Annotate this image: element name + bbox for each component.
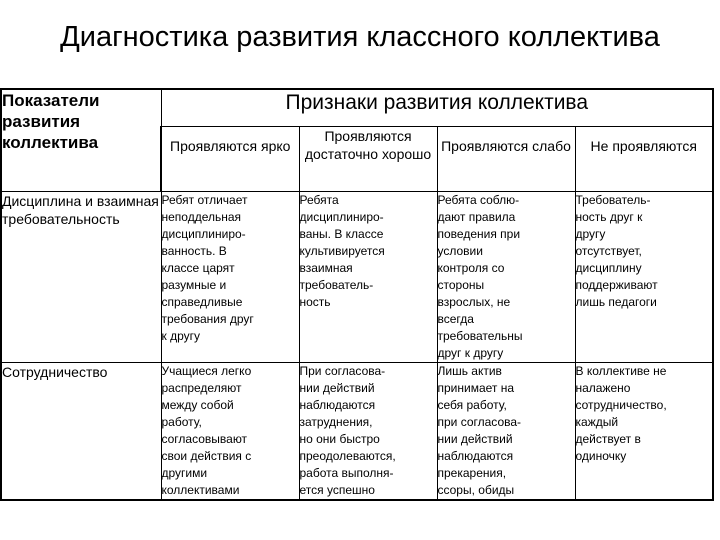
table-cell: При согласова- нии действий наблюдаются затруднения, но они быстро преодолеваются, работа выполня- ется успешно bbox=[299, 363, 437, 501]
table-header-row bbox=[1, 89, 713, 127]
table-cell: В коллективе не налажено сотрудничество, каждый действует в одиночку bbox=[575, 363, 713, 501]
table-cell: Ребята соблю- дают правила поведения при условии контроля со стороны взрослых, не всегда требовательны друг к другу bbox=[437, 192, 575, 363]
table-cell: Требователь- ность друг к другу отсутствует, дисциплину поддерживают лишь педагоги bbox=[575, 192, 713, 363]
table-cell: Ребята дисциплиниро- ваны. В классе культивируется взаимная требователь- ность bbox=[299, 192, 437, 363]
level-header: Проявляются слабо bbox=[437, 127, 575, 192]
table-row bbox=[1, 363, 713, 501]
indicators-header: Показатели развития коллектива bbox=[1, 89, 161, 192]
level-header: Не проявляются bbox=[575, 127, 713, 192]
table-cell: Лишь актив принимает на себя работу, при согласова- нии действий наблюдаются прекарения, ссоры, обиды bbox=[437, 363, 575, 501]
indicator-cell: Дисциплина и взаимная требовательность bbox=[1, 192, 161, 363]
table-row bbox=[1, 192, 713, 363]
indicator-cell: Сотрудничество bbox=[1, 363, 161, 501]
table-cell: Ребят отличает неподдельная дисциплиниро- ванность. В классе царят разумные и справедливые требования друг к другу bbox=[161, 192, 299, 363]
level-header: Проявляются достаточно хорошо bbox=[299, 127, 437, 192]
page-title: Диагностика развития классного коллектива bbox=[60, 21, 660, 53]
signs-header: Признаки развития коллектива bbox=[161, 89, 713, 127]
table-cell: Учащиеся легко распределяют между собой работу, согласовывают свои действия с другими коллективами bbox=[161, 363, 299, 501]
level-header: Проявляются ярко bbox=[161, 127, 299, 192]
diagnostics-table bbox=[0, 88, 714, 501]
